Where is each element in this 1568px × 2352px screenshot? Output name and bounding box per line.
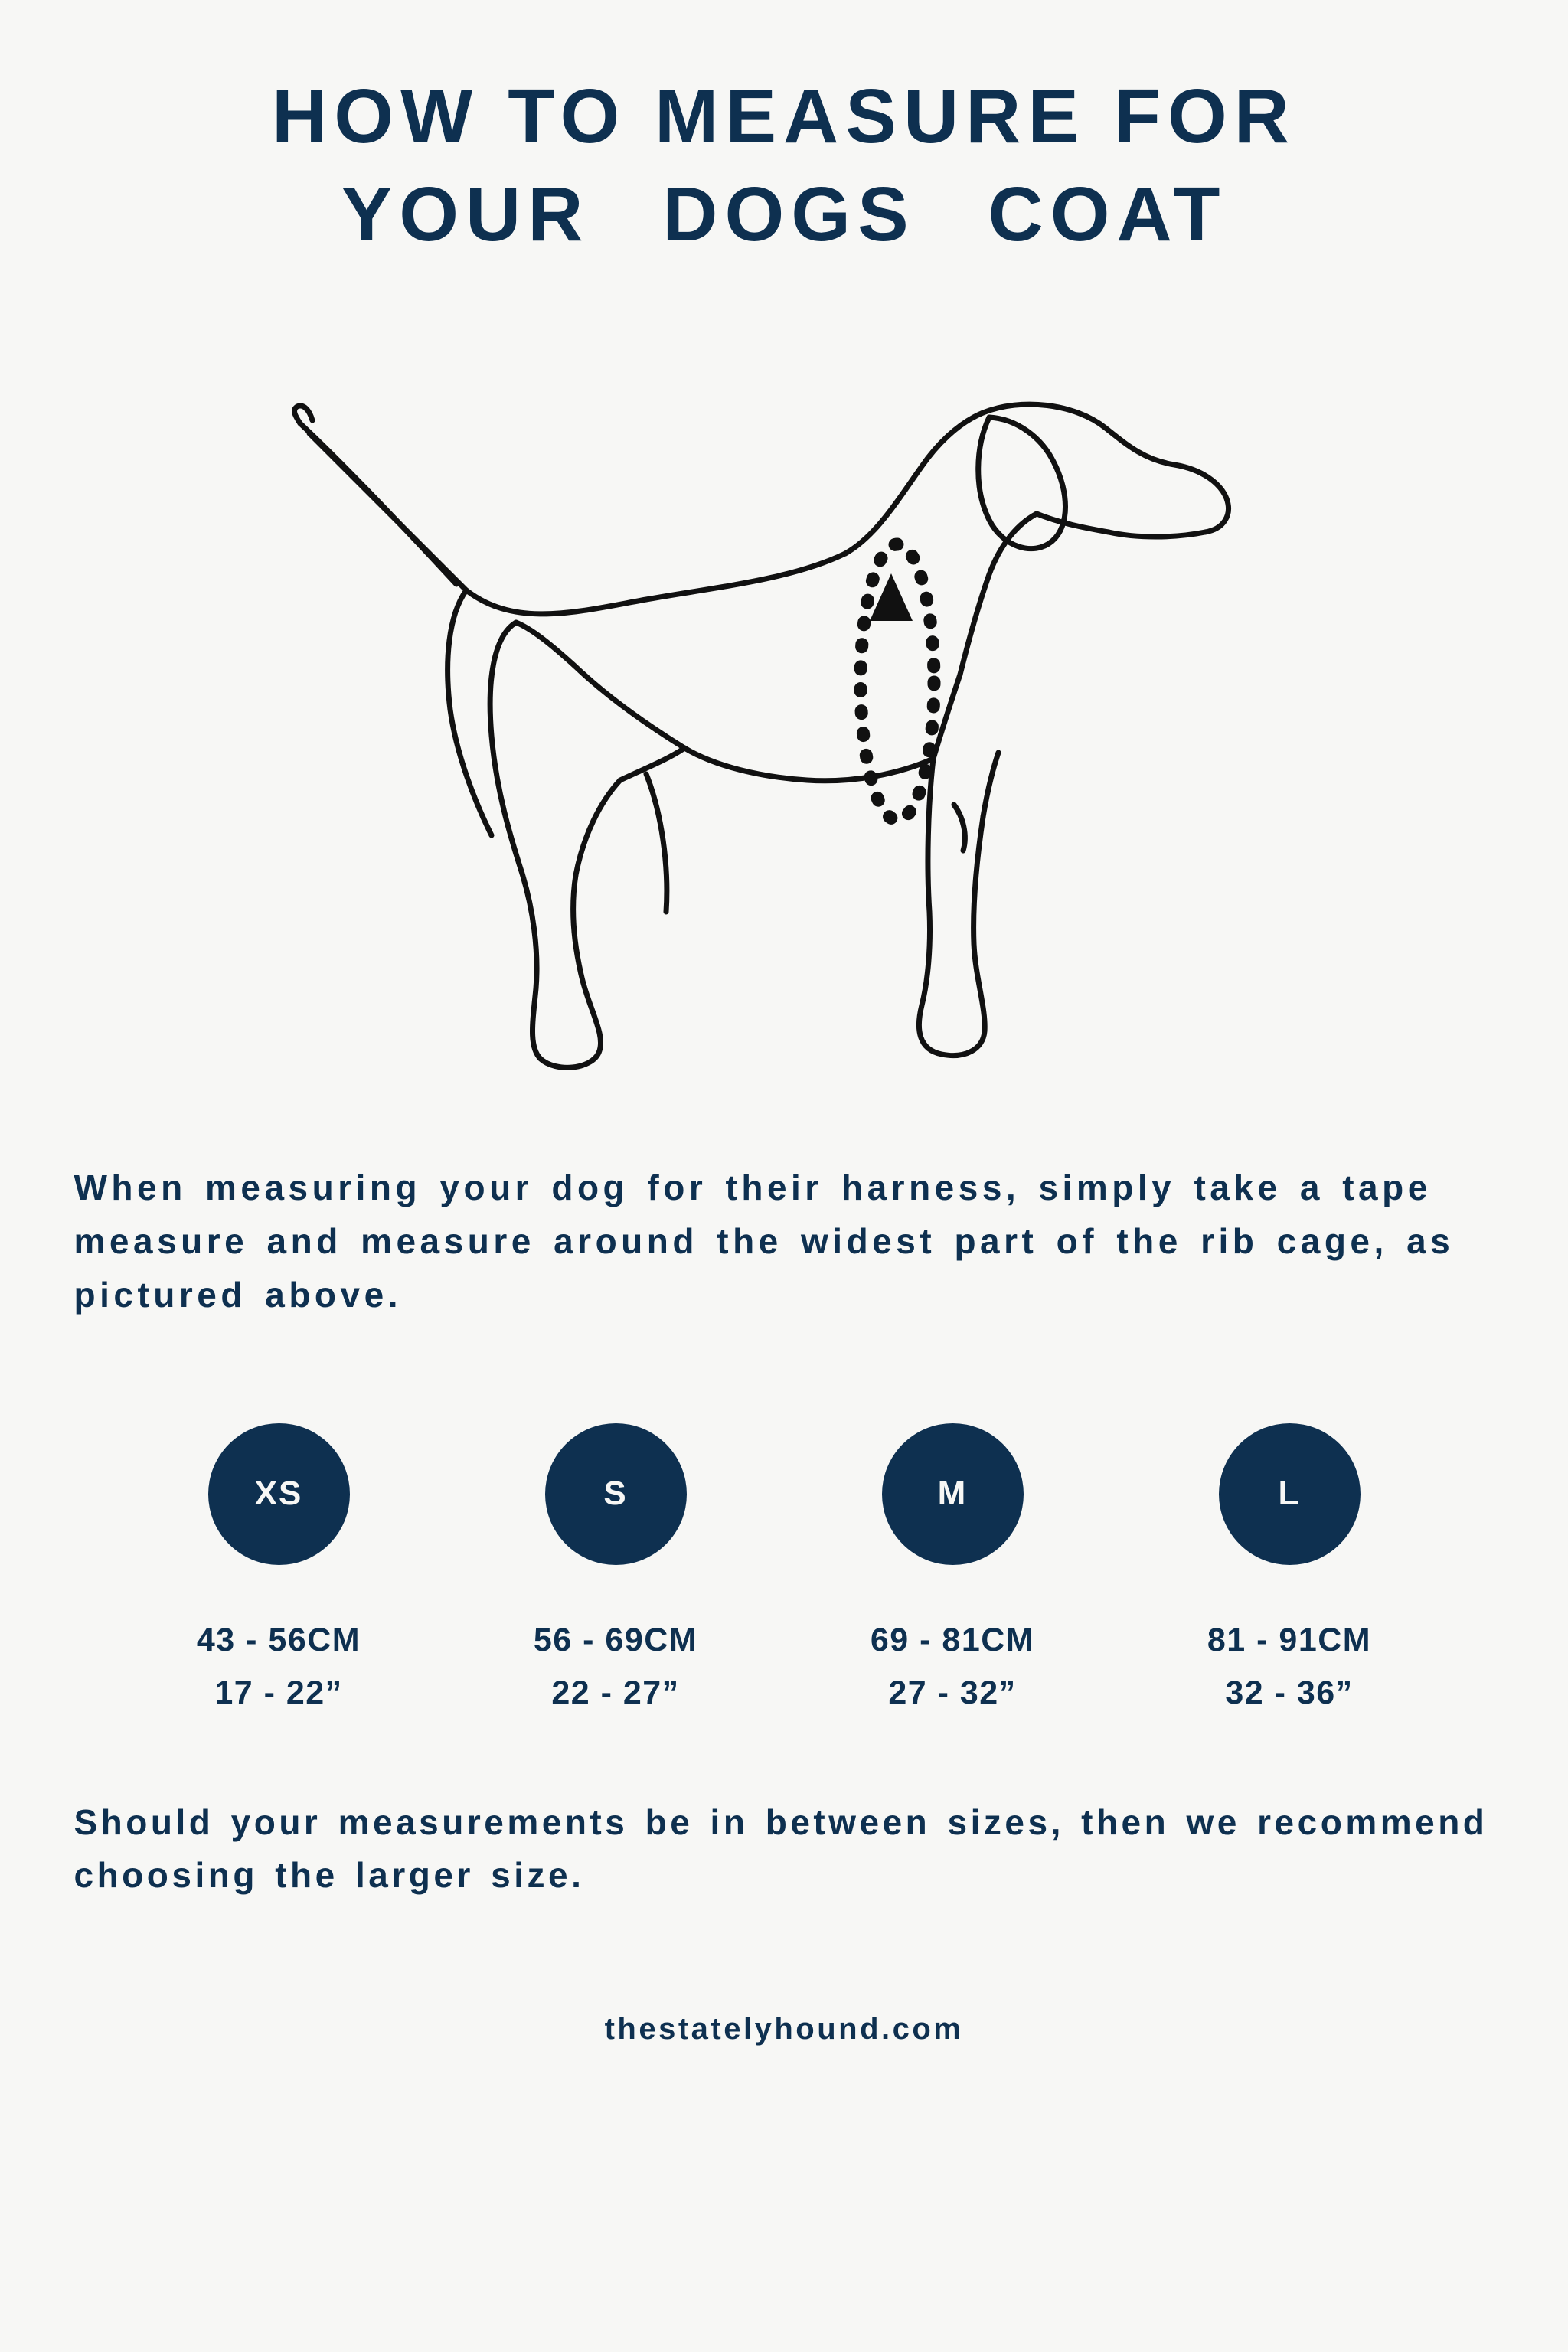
size-badge: M bbox=[882, 1423, 1024, 1565]
page-title bbox=[72, 67, 1496, 263]
dog-illustration bbox=[248, 368, 1320, 1134]
size-inch-range: 27 - 32” bbox=[888, 1674, 1017, 1711]
size-cm-range: 69 - 81CM bbox=[870, 1621, 1035, 1658]
dog-outline-icon bbox=[286, 376, 1282, 1126]
size-option-s[interactable] bbox=[462, 1423, 769, 1712]
size-badge: XS bbox=[208, 1423, 350, 1565]
size-badge: S bbox=[545, 1423, 687, 1565]
size-cm-range: 56 - 69CM bbox=[533, 1621, 698, 1658]
size-cm-range: 81 - 91CM bbox=[1207, 1621, 1372, 1658]
size-badge: L bbox=[1219, 1423, 1361, 1565]
sizing-note: Should your measurements be in between sizes, then we recommend choosing the larger size. bbox=[74, 1802, 1488, 1895]
intro-paragraph: When measuring your dog for their harness, simply take a tape measure and measure around the widest part of the rib cage, as pictured above. bbox=[74, 1168, 1455, 1315]
size-inch-range: 17 - 22” bbox=[214, 1674, 343, 1711]
website-url[interactable]: thestatelyhound.com bbox=[604, 2011, 964, 2046]
size-option-l[interactable] bbox=[1136, 1423, 1442, 1712]
page-title-line-1: HOW TO MEASURE FOR bbox=[272, 74, 1296, 159]
size-inch-range: 22 - 27” bbox=[551, 1674, 680, 1711]
page-title-line-2: YOUR DOGS COAT bbox=[341, 172, 1227, 257]
size-option-xs[interactable] bbox=[126, 1423, 432, 1712]
size-cm-range: 43 - 56CM bbox=[196, 1621, 361, 1658]
measuring-tape-dots bbox=[861, 544, 934, 820]
size-option-m[interactable] bbox=[799, 1423, 1106, 1712]
size-inch-range: 32 - 36” bbox=[1225, 1674, 1354, 1711]
size-chart bbox=[126, 1423, 1442, 1712]
